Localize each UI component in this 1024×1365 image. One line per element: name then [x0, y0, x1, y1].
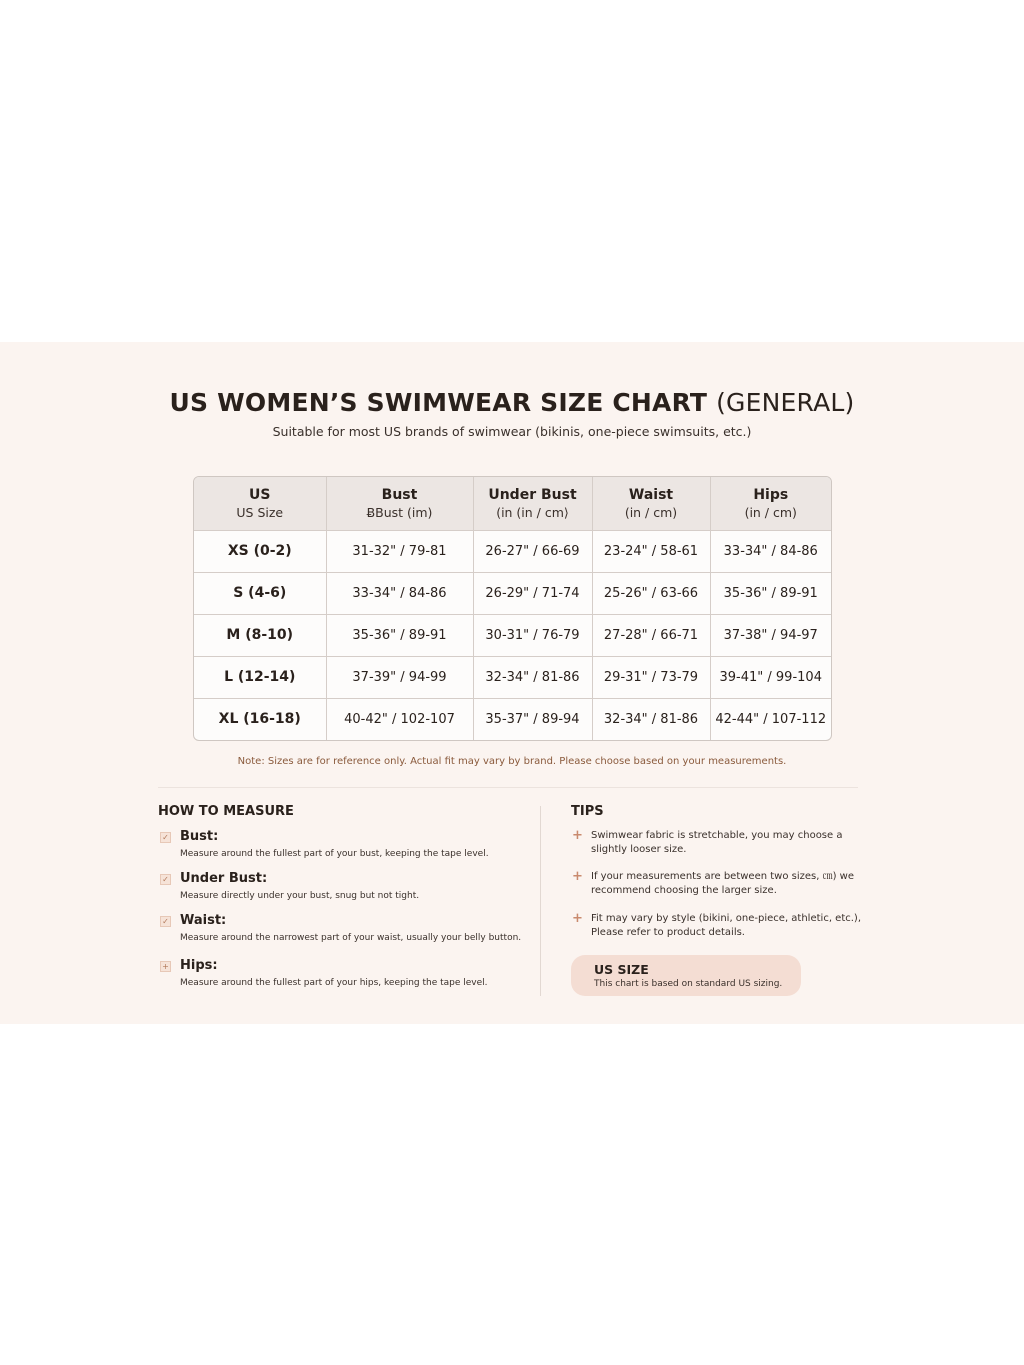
how-to-measure-title: HOW TO MEASURE [158, 804, 294, 819]
measure-label: Bust: [180, 829, 219, 844]
waist-cell: 27-28" / 66-71 [592, 614, 710, 656]
table-row [194, 698, 831, 740]
title-main: US WOMEN’S SWIMWEAR SIZE CHART [169, 388, 708, 417]
under-bust-cell: 32-34" / 81-86 [473, 656, 592, 698]
measure-label: Waist: [180, 913, 227, 928]
waist-cell: 23-24" / 58-61 [592, 530, 710, 572]
column-header-waist [592, 477, 710, 530]
table-row [194, 656, 831, 698]
us-size-badge [571, 955, 801, 996]
waist-cell: 32-34" / 81-86 [592, 698, 710, 740]
plus-icon: + [572, 869, 583, 884]
column-header-main: Bust [381, 486, 418, 503]
column-header-sub: (in / cm) [624, 504, 678, 520]
size-cell: XS (0-2) [194, 530, 326, 572]
waist-cell: 29-31" / 73-79 [592, 656, 710, 698]
size-cell: XL (16-18) [194, 698, 326, 740]
bust-cell: 37-39" / 94-99 [326, 656, 473, 698]
measure-description: Measure directly under your bust, snug but not tight. [180, 891, 420, 901]
hips-cell: 37-38" / 94-97 [710, 614, 831, 656]
bust-cell: 35-36" / 89-91 [326, 614, 473, 656]
size-table [194, 477, 831, 740]
column-header-main: Waist [628, 486, 674, 503]
column-header-hips [710, 477, 831, 530]
column-header-bust [326, 477, 473, 530]
tip-text: Fit may vary by style (bikini, one-piece, athletic, etc.), Please refer to product details. [591, 913, 861, 938]
bust-cell: 40-42" / 102-107 [326, 698, 473, 740]
plus-icon: + [572, 911, 583, 926]
under-bust-cell: 26-27" / 66-69 [473, 530, 592, 572]
bust-cell: 33-34" / 84-86 [326, 572, 473, 614]
bust-cell: 31-32" / 79-81 [326, 530, 473, 572]
page-subtitle: Suitable for most US brands of swimwear (bikinis, one-piece swimsuits, etc.) [272, 424, 752, 439]
measure-label: Under Bust: [180, 871, 268, 886]
title-suffix: (GENERAL) [716, 388, 855, 417]
size-cell: S (4-6) [194, 572, 326, 614]
hips-cell: 39-41" / 99-104 [710, 656, 831, 698]
check-mark-icon: ✓ [160, 916, 171, 927]
tip-text: Swimwear fabric is stretchable, you may choose a slightly looser size. [591, 830, 843, 855]
column-header-main: Under Bust [488, 486, 577, 503]
plus-icon: + [572, 828, 583, 843]
hips-cell: 33-34" / 84-86 [710, 530, 831, 572]
column-header-main: US [249, 486, 271, 503]
hips-cell: 35-36" / 89-91 [710, 572, 831, 614]
measure-description: Measure around the fullest part of your bust, keeping the tape level. [180, 849, 489, 859]
size-table-container [193, 476, 832, 741]
table-row [194, 572, 831, 614]
column-header-sub: US Size [236, 504, 284, 520]
column-header-under-bust [473, 477, 592, 530]
column-header-sub: (in / cm) [744, 504, 797, 520]
badge-title: US SIZE [594, 962, 649, 977]
page-title [0, 388, 1024, 417]
section-divider [158, 787, 858, 788]
size-cell: L (12-14) [194, 656, 326, 698]
column-divider [540, 806, 541, 996]
tips-title: TIPS [571, 804, 604, 819]
plus-mark-icon: + [160, 961, 171, 972]
column-header-sub: ɃBust (im) [366, 504, 433, 520]
measure-description: Measure around the narrowest part of your waist, usually your belly button. [180, 933, 522, 943]
column-header-main: Hips [753, 486, 789, 503]
measure-label: Hips: [180, 958, 218, 973]
under-bust-cell: 35-37" / 89-94 [473, 698, 592, 740]
table-row [194, 614, 831, 656]
size-cell: M (8-10) [194, 614, 326, 656]
column-header-sub: (in (in / cm⟩ [496, 504, 569, 520]
check-mark-icon: ✓ [160, 874, 171, 885]
hips-cell: 42-44" / 107-112 [715, 711, 827, 727]
waist-cell: 25-26" / 63-66 [592, 572, 710, 614]
table-header-row [194, 477, 831, 530]
check-mark-icon: ✓ [160, 832, 171, 843]
measure-description: Measure around the fullest part of your hips, keeping the tape level. [180, 978, 488, 988]
column-header-us [194, 477, 326, 530]
under-bust-cell: 30-31" / 76-79 [473, 614, 592, 656]
under-bust-cell: 26-29" / 71-74 [473, 572, 592, 614]
tip-text: If your measurements are between two sizes, ㎝) we recommend choosing the larger size. [591, 871, 855, 896]
table-row [194, 530, 831, 572]
badge-text: This chart is based on standard US sizing. [594, 979, 783, 989]
reference-note: Note: Sizes are for reference only. Actual fit may vary by brand. Please choose based on your measurements. [237, 756, 787, 767]
